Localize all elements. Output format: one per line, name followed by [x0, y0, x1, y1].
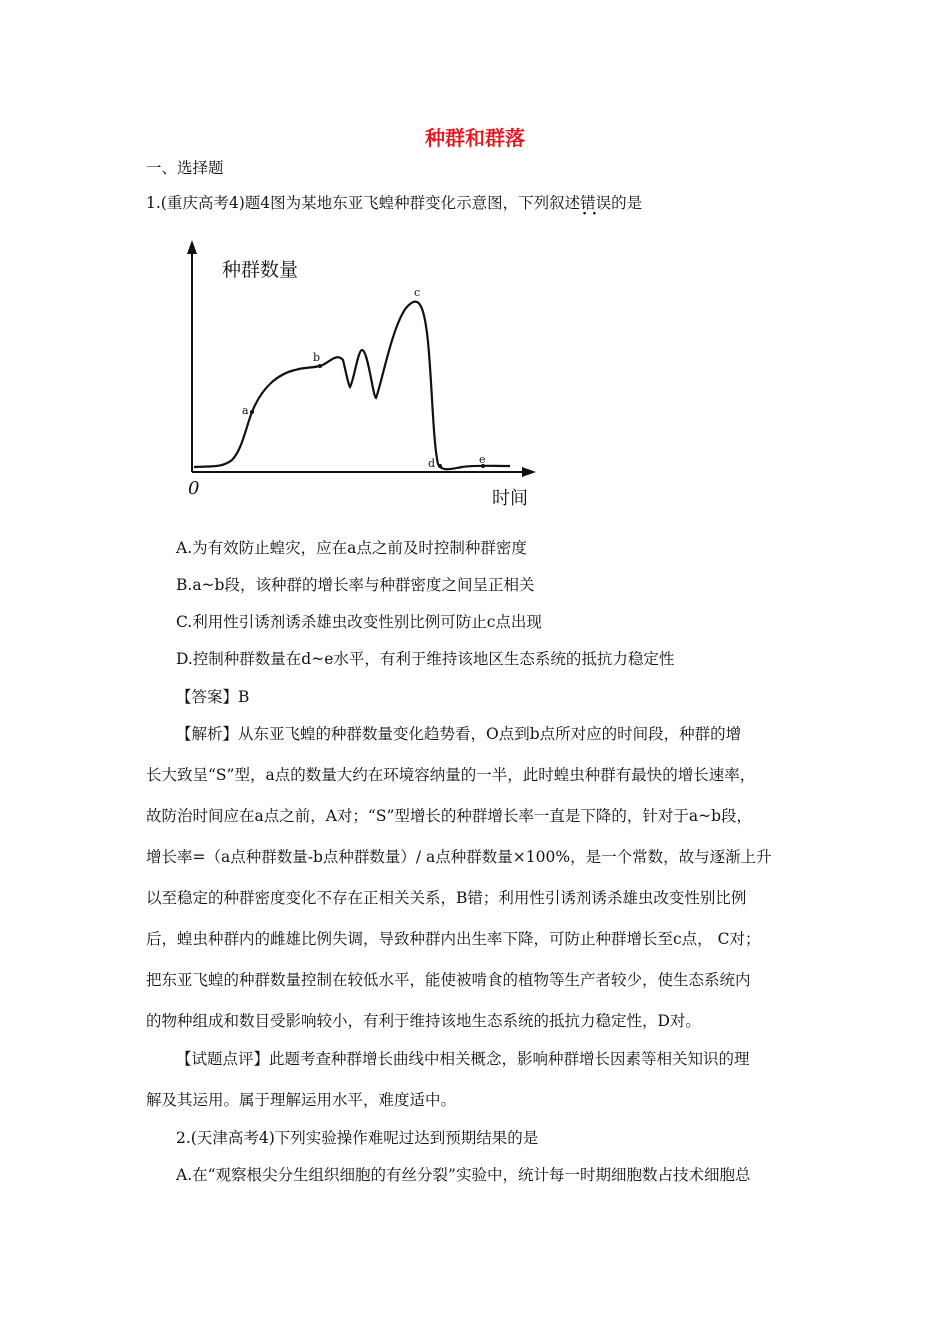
point-a-label: a	[242, 404, 249, 417]
point-d-marker	[438, 464, 442, 468]
point-b-label: b	[313, 351, 321, 364]
comment-line: 【试题点评】此题考查种群增长曲线中相关概念，影响种群增长因素等相关知识的理	[176, 1050, 750, 1068]
y-axis-arrow	[187, 240, 197, 254]
option-c: C.利用性引诱剂诱杀雄虫改变性别比例可防止c点出现	[176, 613, 542, 631]
question-2-stem: 2.(天津高考4)下列实验操作难呢过达到预期结果的是	[176, 1129, 539, 1147]
analysis-line: 后，蝗虫种群内的雌雄比例失调，导致种群内出生率下降，可防止种群增长至c点， C对；	[146, 930, 761, 948]
point-c-label: c	[414, 286, 421, 299]
question-2-option-a: A.在“观察根尖分生组织细胞的有丝分裂”实验中，统计每一时期细胞数占技术细胞总	[176, 1166, 751, 1184]
option-b: B.a~b段，该种群的增长率与种群密度之间呈正相关	[176, 576, 535, 594]
population-curve	[194, 302, 510, 470]
x-axis-label: 时间	[492, 488, 528, 509]
answer-line: 【答案】B	[176, 688, 250, 706]
point-e-label: e	[479, 453, 486, 466]
point-b-marker	[318, 364, 322, 368]
question-1-stem-emphasis: 错误 · ·	[580, 192, 611, 214]
analysis-line: 长大致呈“S”型，a点的数量大约在环境容纳量的一半，此时蝗虫种群有最快的增长速率，	[146, 766, 756, 784]
point-a-marker	[250, 410, 254, 414]
analysis-line: 把东亚飞蝗的种群数量控制在较低水平，能使被啃食的植物等生产者较少，使生态系统内	[146, 971, 751, 989]
question-1-stem-prefix: 1.(重庆高考4)题4图为某地东亚飞蝗种群变化示意图，下列叙述	[146, 194, 581, 212]
analysis-line: 【解析】从东亚飞蝗的种群数量变化趋势看，O点到b点所对应的时间段，种群的增	[176, 725, 742, 743]
analysis-line: 故防治时间应在a点之前，A对；“S”型增长的种群增长率一直是下降的，针对于a~b段，	[146, 807, 753, 825]
question-1-stem-suffix: 的是	[611, 194, 643, 212]
origin-label: 0	[188, 478, 200, 499]
option-d: D.控制种群数量在d~e水平，有利于维持该地区生态系统的抵抗力稳定性	[176, 650, 675, 668]
point-d-label: d	[428, 457, 436, 470]
analysis-line: 增长率=（a点种群数量-b点种群数量）/ a点种群数量×100%，是一个常数，故与逐渐上升	[146, 848, 772, 866]
comment-line: 解及其运用。属于理解运用水平，难度适中。	[146, 1091, 457, 1109]
population-figure	[170, 232, 550, 522]
option-a: A.为有效防止蝗灾，应在a点之前及时控制种群密度	[176, 539, 527, 557]
analysis-line: 的物种组成和数目受影响较小，有利于维持该地生态系统的抵抗力稳定性，D对。	[146, 1012, 701, 1030]
analysis-line: 以至稳定的种群密度变化不存在正相关关系，B错；利用性引诱剂诱杀雄虫改变性别比例	[146, 889, 747, 907]
y-axis-label: 种群数量	[222, 259, 299, 281]
question-1-stem	[146, 192, 642, 214]
page-title: 种群和群落	[425, 126, 525, 150]
x-axis-arrow	[522, 467, 536, 477]
section-heading: 一、选择题	[146, 159, 224, 177]
